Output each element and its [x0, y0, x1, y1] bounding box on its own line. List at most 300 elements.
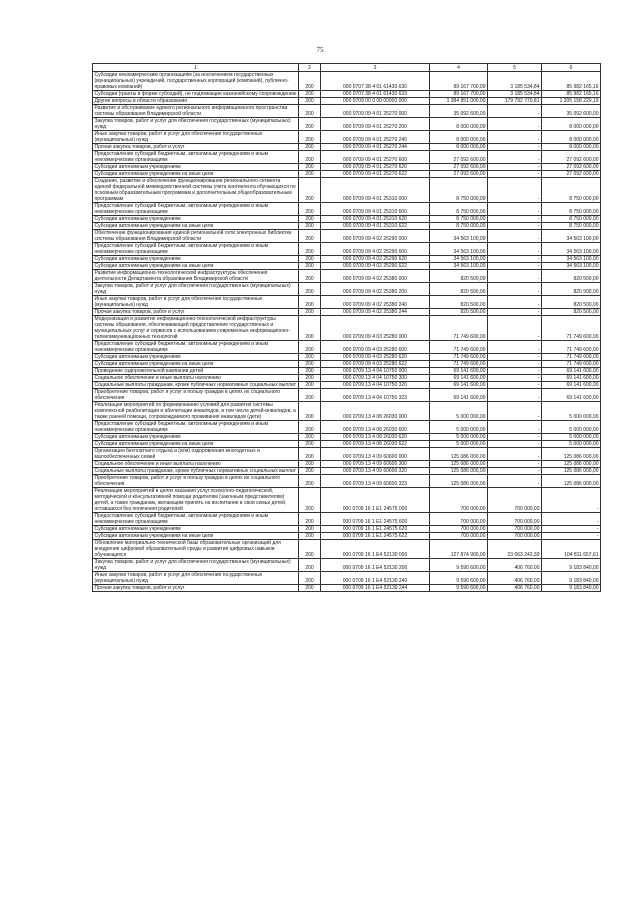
table-row	[93, 572, 601, 585]
row-executed-cell: -	[488, 382, 542, 389]
row-kbk-cell: 000 0709 13 4 08 26030 622	[321, 441, 430, 448]
row-executed-cell: -	[488, 368, 542, 375]
row-executed-cell: -	[488, 151, 542, 164]
table-row	[93, 223, 601, 230]
row-code-cell: 200	[299, 572, 321, 585]
row-code-cell: 200	[299, 368, 321, 375]
row-executed-cell: -	[488, 468, 542, 475]
row-name-cell: Закупка товаров, работ и услуг для обеспечения государственных (муниципальных) нужд	[93, 283, 299, 296]
row-unexecuted-cell: 27 092 600,00	[542, 151, 601, 164]
table-row	[93, 389, 601, 402]
row-executed-cell: -	[488, 441, 542, 448]
row-kbk-cell: 000 0709 13 4 09 60600 000	[321, 448, 430, 461]
row-kbk-cell: 000 0709 09 4 01 25310 620	[321, 216, 430, 223]
row-unexecuted-cell: 35 092 600,00	[542, 105, 601, 118]
table-row	[93, 118, 601, 131]
row-name-cell: Развитие информационно-технологической инфраструктуры обеспечения деятельности Департамента образования Владимирской области	[93, 270, 299, 283]
table-row	[93, 72, 601, 91]
row-code-cell: 200	[299, 309, 321, 316]
row-approved-cell: 34 563 100,00	[430, 243, 488, 256]
row-executed-cell: -	[488, 434, 542, 441]
row-kbk-cell: 000 0709 09 4 03 25280 600	[321, 341, 430, 354]
row-kbk-cell: 000 0709 13 4 08 26030 600	[321, 421, 430, 434]
row-approved-cell: 8 750 000,00	[430, 203, 488, 216]
row-code-cell: 200	[299, 216, 321, 223]
row-code-cell: 200	[299, 144, 321, 151]
row-name-cell: Предоставление субсидий бюджетным, автономным учреждениям и иным некоммерческим организациям	[93, 203, 299, 216]
row-name-cell: Приобретение товаров, работ и услуг в пользу граждан в целях их социального обеспечения	[93, 389, 299, 402]
row-name-cell: Социальное обеспечение и иные выплаты населению	[93, 461, 299, 468]
table-row	[93, 270, 601, 283]
table-row	[93, 98, 601, 105]
row-kbk-cell: 000 0709 13 4 08 26030 620	[321, 434, 430, 441]
row-unexecuted-cell: 8 750 000,00	[542, 178, 601, 203]
row-name-cell: Закупка товаров, работ и услуг для обеспечения государственных (муниципальных) нужд	[93, 118, 299, 131]
table-row	[93, 91, 601, 98]
header-col-6: 6	[542, 64, 601, 72]
row-unexecuted-cell: 820 500,00	[542, 296, 601, 309]
row-name-cell: Обновление материально-технической базы образовательных организаций для внедрения цифровой образовательной среды и развития цифровых навыков обучающихся	[93, 540, 299, 559]
row-kbk-cell: 000 0709 16 1 E4 52130 000	[321, 540, 430, 559]
table-row	[93, 533, 601, 540]
row-code-cell: 200	[299, 361, 321, 368]
row-code-cell: 200	[299, 475, 321, 488]
row-kbk-cell: 000 0709 13 4 08 26030 000	[321, 402, 430, 421]
row-approved-cell: 820 500,00	[430, 296, 488, 309]
table-row	[93, 216, 601, 223]
row-code-cell: 200	[299, 559, 321, 572]
table-row	[93, 341, 601, 354]
header-row	[93, 64, 601, 72]
page-number: 75	[316, 46, 324, 54]
row-unexecuted-cell: 125 086 000,00	[542, 461, 601, 468]
table-row	[93, 540, 601, 559]
row-unexecuted-cell: 820 500,00	[542, 309, 601, 316]
row-code-cell: 200	[299, 131, 321, 144]
table-row	[93, 448, 601, 461]
row-unexecuted-cell: 8 000 000,00	[542, 144, 601, 151]
row-kbk-cell: 000 0709 13 4 04 10750 323	[321, 389, 430, 402]
row-kbk-cell: 000 0709 09 4 01 25270 244	[321, 144, 430, 151]
row-kbk-cell: 000 0709 16 1 E1 24575 620	[321, 526, 430, 533]
row-code-cell: 200	[299, 118, 321, 131]
row-unexecuted-cell: 27 092 600,00	[542, 171, 601, 178]
row-approved-cell: 125 086 000,00	[430, 461, 488, 468]
table-row	[93, 434, 601, 441]
row-unexecuted-cell: 820 500,00	[542, 283, 601, 296]
row-unexecuted-cell: 125 086 000,00	[542, 468, 601, 475]
row-executed-cell: -	[488, 144, 542, 151]
row-executed-cell: -	[488, 448, 542, 461]
row-unexecuted-cell: 71 749 600,00	[542, 316, 601, 341]
row-approved-cell: 820 500,00	[430, 309, 488, 316]
row-kbk-cell: 000 0709 09 4 01 25270 000	[321, 105, 430, 118]
row-name-cell: Предоставление субсидий бюджетным, автономным учреждениям и иным некоммерческим организациям	[93, 421, 299, 434]
table-row	[93, 230, 601, 243]
row-name-cell: Другие вопросы в области образования	[93, 98, 299, 105]
row-executed-cell: -	[488, 203, 542, 216]
table-row	[93, 475, 601, 488]
row-unexecuted-cell: 71 749 600,00	[542, 361, 601, 368]
row-name-cell: Социальные выплаты гражданам, кроме публичных нормативных социальных выплат	[93, 382, 299, 389]
row-kbk-cell: 000 0709 09 4 02 25290 620	[321, 256, 430, 263]
row-unexecuted-cell: 8 750 000,00	[542, 203, 601, 216]
row-kbk-cell: 000 0709 09 4 01 25310 000	[321, 178, 430, 203]
row-executed-cell: 3 185 534,84	[488, 72, 542, 91]
row-executed-cell: -	[488, 164, 542, 171]
row-unexecuted-cell: 85 982 165,16	[542, 91, 601, 98]
row-approved-cell: 71 749 600,00	[430, 316, 488, 341]
row-code-cell: 200	[299, 230, 321, 243]
row-name-cell: Проведение оздоровительной кампании детей	[93, 368, 299, 375]
row-kbk-cell: 000 0709 09 4 02 25290 622	[321, 263, 430, 270]
row-code-cell: 200	[299, 72, 321, 91]
row-kbk-cell: 000 0709 09 4 03 25280 622	[321, 361, 430, 368]
row-executed-cell: 406 760,00	[488, 559, 542, 572]
row-code-cell: 200	[299, 105, 321, 118]
row-approved-cell: 34 563 100,00	[430, 256, 488, 263]
row-executed-cell: -	[488, 118, 542, 131]
table-row	[93, 131, 601, 144]
table-row	[93, 361, 601, 368]
header-col-3: 3	[321, 64, 430, 72]
row-kbk-cell: 000 0709 09 4 01 25270 600	[321, 151, 430, 164]
row-approved-cell: 820 500,00	[430, 283, 488, 296]
row-name-cell: Развитие и обслуживание единого регионального информационного пространства системы образования Владимирской области	[93, 105, 299, 118]
row-code-cell: 200	[299, 283, 321, 296]
row-executed-cell: 700 000,00	[488, 513, 542, 526]
row-code-cell: 200	[299, 468, 321, 475]
row-code-cell: 200	[299, 223, 321, 230]
row-executed-cell: -	[488, 243, 542, 256]
row-kbk-cell: 000 0709 13 4 09 60600 300	[321, 461, 430, 468]
row-approved-cell: 9 590 600,00	[430, 572, 488, 585]
row-code-cell: 200	[299, 441, 321, 448]
row-name-cell: Предоставление субсидий бюджетным, автономным учреждениям и иным некоммерческим организациям	[93, 151, 299, 164]
row-name-cell: Субсидии автономным учреждениям	[93, 216, 299, 223]
row-executed-cell: 406 760,00	[488, 572, 542, 585]
table-row	[93, 375, 601, 382]
table-row	[93, 178, 601, 203]
row-executed-cell: -	[488, 256, 542, 263]
budget-table	[92, 63, 601, 592]
row-unexecuted-cell: 34 563 100,00	[542, 256, 601, 263]
row-code-cell: 200	[299, 270, 321, 283]
table-row	[93, 171, 601, 178]
row-code-cell: 200	[299, 151, 321, 164]
row-approved-cell: 89 167 700,00	[430, 72, 488, 91]
row-name-cell: Субсидии некоммерческим организациям (за исключением государственных (муниципальных) учреждений, государственных корпораций (компаний), публично-правовых компаний)	[93, 72, 299, 91]
row-name-cell: Субсидии автономным учреждениям на иные цели	[93, 441, 299, 448]
table-body	[93, 72, 601, 592]
table-row	[93, 368, 601, 375]
row-approved-cell: 5 000 000,00	[430, 402, 488, 421]
row-kbk-cell: 000 0709 09 4 02 25380 240	[321, 296, 430, 309]
row-kbk-cell: 000 0709 13 4 04 10750 300	[321, 375, 430, 382]
row-code-cell: 200	[299, 402, 321, 421]
row-name-cell: Организация бесплатного отдыха и (или) оздоровления многодетных и малообеспеченных семей	[93, 448, 299, 461]
row-approved-cell: 69 141 600,00	[430, 389, 488, 402]
row-name-cell: Модернизация и развитие информационно-технологической инфраструктуры системы образования, обеспечивающей предоставление государственных и муниципальных услуг и сервисов с использованием современных информационно-телекоммуникационных технологий	[93, 316, 299, 341]
row-kbk-cell: 000 0709 09 4 01 25270 240	[321, 131, 430, 144]
row-unexecuted-cell: 69 141 600,00	[542, 375, 601, 382]
row-code-cell: 200	[299, 178, 321, 203]
row-name-cell: Субсидии автономным учреждениям	[93, 526, 299, 533]
table-row	[93, 402, 601, 421]
row-approved-cell: 69 141 600,00	[430, 382, 488, 389]
row-approved-cell: 125 086 000,00	[430, 448, 488, 461]
row-executed-cell: -	[488, 296, 542, 309]
row-unexecuted-cell: -	[542, 533, 601, 540]
row-name-cell: Социальное обеспечение и иные выплаты населению	[93, 375, 299, 382]
row-approved-cell: 5 000 000,00	[430, 421, 488, 434]
table-row	[93, 461, 601, 468]
row-approved-cell: 700 000,00	[430, 513, 488, 526]
row-executed-cell: 406 760,00	[488, 585, 542, 592]
table-row	[93, 164, 601, 171]
row-executed-cell: 23 063 242,39	[488, 540, 542, 559]
row-approved-cell: 700 000,00	[430, 488, 488, 513]
row-executed-cell: -	[488, 216, 542, 223]
row-unexecuted-cell: 34 563 100,00	[542, 263, 601, 270]
table-row	[93, 243, 601, 256]
header-col-4: 4	[430, 64, 488, 72]
row-kbk-cell: 000 0709 16 1 E4 52130 244	[321, 585, 430, 592]
row-executed-cell: -	[488, 230, 542, 243]
row-unexecuted-cell: 9 183 840,00	[542, 559, 601, 572]
table-row	[93, 421, 601, 434]
row-code-cell: 200	[299, 171, 321, 178]
row-executed-cell: -	[488, 402, 542, 421]
row-name-cell: Иные закупки товаров, работ и услуг для обеспечения государственных (муниципальных) нужд	[93, 131, 299, 144]
row-code-cell: 200	[299, 98, 321, 105]
row-name-cell: Субсидии автономным учреждениям на иные цели	[93, 223, 299, 230]
row-name-cell: Предоставление субсидий бюджетным, автономным учреждениям и иным некоммерческим организациям	[93, 243, 299, 256]
row-code-cell: 200	[299, 296, 321, 309]
row-name-cell: Иные закупки товаров, работ и услуг для обеспечения государственных (муниципальных) нужд	[93, 572, 299, 585]
row-approved-cell: 34 563 100,00	[430, 263, 488, 270]
row-code-cell: 200	[299, 341, 321, 354]
row-approved-cell: 8 750 000,00	[430, 178, 488, 203]
row-code-cell: 200	[299, 243, 321, 256]
row-executed-cell: -	[488, 316, 542, 341]
table-row	[93, 151, 601, 164]
header-col-5: 5	[488, 64, 542, 72]
table-row	[93, 441, 601, 448]
row-executed-cell: 179 792 770,81	[488, 98, 542, 105]
row-name-cell: Реализация мероприятий по формированию условий для развития системы комплексной реабилитации и абилитации инвалидов, в том числе детей-инвалидов, а также ранней помощи, сопровождаемого проживания инвалидов (дети)	[93, 402, 299, 421]
row-kbk-cell: 000 0709 13 4 04 10750 320	[321, 382, 430, 389]
row-executed-cell: -	[488, 389, 542, 402]
row-executed-cell: -	[488, 461, 542, 468]
table-row	[93, 203, 601, 216]
row-executed-cell: -	[488, 263, 542, 270]
row-code-cell: 200	[299, 203, 321, 216]
row-name-cell: Субсидии автономным учреждениям	[93, 434, 299, 441]
row-kbk-cell: 000 0709 16 1 E4 52130 240	[321, 572, 430, 585]
row-code-cell: 200	[299, 540, 321, 559]
row-unexecuted-cell: -	[542, 488, 601, 513]
row-approved-cell: 34 563 100,00	[430, 230, 488, 243]
row-code-cell: 200	[299, 448, 321, 461]
table-row	[93, 309, 601, 316]
row-approved-cell: 8 750 000,00	[430, 216, 488, 223]
row-kbk-cell: 000 0709 09 4 01 25270 622	[321, 171, 430, 178]
row-executed-cell: 700 000,00	[488, 526, 542, 533]
table-row	[93, 585, 601, 592]
row-code-cell: 200	[299, 263, 321, 270]
row-code-cell: 200	[299, 91, 321, 98]
row-code-cell: 200	[299, 164, 321, 171]
table-row	[93, 382, 601, 389]
table-row	[93, 283, 601, 296]
row-name-cell: Субсидии автономным учреждениям на иные цели	[93, 171, 299, 178]
row-approved-cell: 8 000 000,00	[430, 118, 488, 131]
row-name-cell: Иные закупки товаров, работ и услуг для обеспечения государственных (муниципальных) нужд	[93, 296, 299, 309]
row-unexecuted-cell: 104 811 657,61	[542, 540, 601, 559]
row-approved-cell: 27 092 600,00	[430, 171, 488, 178]
row-unexecuted-cell: 5 000 000,00	[542, 434, 601, 441]
row-name-cell: Предоставление субсидий бюджетным, автономным учреждениям и иным некоммерческим организациям	[93, 513, 299, 526]
row-name-cell: Субсидии автономным учреждениям	[93, 354, 299, 361]
row-approved-cell: 8 000 000,00	[430, 131, 488, 144]
row-name-cell: Субсидии автономным учреждениям на иные цели	[93, 533, 299, 540]
row-name-cell: Субсидии автономным учреждениям на иные цели	[93, 361, 299, 368]
row-kbk-cell: 000 0709 09 4 02 25290 000	[321, 230, 430, 243]
row-kbk-cell: 000 0707 38 4 01 61430 633	[321, 91, 430, 98]
row-unexecuted-cell: -	[542, 513, 601, 526]
row-kbk-cell: 000 0709 09 4 02 25380 200	[321, 283, 430, 296]
row-code-cell: 200	[299, 585, 321, 592]
row-executed-cell: -	[488, 375, 542, 382]
row-approved-cell: 127 874 900,00	[430, 540, 488, 559]
table-row	[93, 488, 601, 513]
row-approved-cell: 35 092 600,00	[430, 105, 488, 118]
row-unexecuted-cell: 34 563 100,00	[542, 230, 601, 243]
row-approved-cell: 820 500,00	[430, 270, 488, 283]
row-approved-cell: 71 749 600,00	[430, 361, 488, 368]
row-executed-cell: -	[488, 309, 542, 316]
row-approved-cell: 5 000 000,00	[430, 441, 488, 448]
row-kbk-cell: 000 0709 00 0 00 00000 000	[321, 98, 430, 105]
row-name-cell: Прочая закупка товаров, работ и услуг	[93, 585, 299, 592]
row-name-cell: Реализация мероприятий в целях оказания услуг психолого-педагогической, методической и консультативной помощи родителям (законным представителям) детей, а также гражданам, желающим принять на воспитание в свои семьи детей, оставшихся без попечения родителей	[93, 488, 299, 513]
row-kbk-cell: 000 0709 09 4 01 25270 620	[321, 164, 430, 171]
row-unexecuted-cell: 125 086 000,00	[542, 448, 601, 461]
row-kbk-cell: 000 0709 16 1 E4 52130 200	[321, 559, 430, 572]
row-kbk-cell: 000 0709 16 1 E1 24575 000	[321, 488, 430, 513]
row-unexecuted-cell: 5 000 000,00	[542, 421, 601, 434]
table-row	[93, 316, 601, 341]
row-name-cell: Закупка товаров, работ и услуг для обеспечения государственных (муниципальных) нужд	[93, 559, 299, 572]
row-unexecuted-cell: 69 141 600,00	[542, 368, 601, 375]
table-row	[93, 256, 601, 263]
row-code-cell: 200	[299, 389, 321, 402]
row-name-cell: Создание, развитие и обеспечение функционирования регионального сегмента единой федеральной межведомственной системы учета контингента обучающихся по основным образовательным программам и дополнительным общеобразовательным программам	[93, 178, 299, 203]
row-code-cell: 200	[299, 526, 321, 533]
row-executed-cell: 700 000,00	[488, 488, 542, 513]
row-kbk-cell: 000 0709 09 4 02 25290 600	[321, 243, 430, 256]
row-kbk-cell: 000 0709 13 4 04 10750 000	[321, 368, 430, 375]
row-code-cell: 200	[299, 533, 321, 540]
row-code-cell: 200	[299, 375, 321, 382]
row-approved-cell: 700 000,00	[430, 533, 488, 540]
row-kbk-cell: 000 0709 09 4 02 25380 000	[321, 270, 430, 283]
table-row	[93, 296, 601, 309]
row-approved-cell: 71 749 600,00	[430, 341, 488, 354]
row-unexecuted-cell: 71 749 600,00	[542, 354, 601, 361]
row-name-cell: Прочая закупка товаров, работ и услуг	[93, 144, 299, 151]
row-kbk-cell: 000 0709 16 1 E1 24575 622	[321, 533, 430, 540]
row-approved-cell: 700 000,00	[430, 526, 488, 533]
row-executed-cell: -	[488, 354, 542, 361]
row-name-cell: Субсидии автономным учреждениям	[93, 164, 299, 171]
row-approved-cell: 27 092 600,00	[430, 151, 488, 164]
table-row	[93, 354, 601, 361]
row-executed-cell: -	[488, 341, 542, 354]
row-unexecuted-cell: 9 183 840,00	[542, 572, 601, 585]
row-unexecuted-cell: 9 183 840,00	[542, 585, 601, 592]
row-name-cell: Прочая закупка товаров, работ и услуг	[93, 309, 299, 316]
row-kbk-cell: 000 0709 09 4 02 25380 244	[321, 309, 430, 316]
row-code-cell: 200	[299, 434, 321, 441]
row-approved-cell: 89 167 700,00	[430, 91, 488, 98]
header-col-1: 1	[93, 64, 299, 72]
row-code-cell: 200	[299, 256, 321, 263]
row-unexecuted-cell: 71 749 600,00	[542, 341, 601, 354]
row-unexecuted-cell: 8 750 000,00	[542, 216, 601, 223]
row-approved-cell: 9 590 600,00	[430, 559, 488, 572]
row-approved-cell: 9 590 600,00	[430, 585, 488, 592]
row-executed-cell: -	[488, 131, 542, 144]
row-code-cell: 200	[299, 461, 321, 468]
row-approved-cell: 125 086 000,00	[430, 468, 488, 475]
row-name-cell: Обеспечение функционирования единой региональной сети электронных библиотек системы образования Владимирской области	[93, 230, 299, 243]
row-name-cell: Приобретение товаров, работ и услуг в пользу граждан в целях их социального обеспечения	[93, 475, 299, 488]
row-approved-cell: 125 086 000,00	[430, 475, 488, 488]
row-executed-cell: -	[488, 178, 542, 203]
row-unexecuted-cell: 85 982 165,16	[542, 72, 601, 91]
row-executed-cell: -	[488, 270, 542, 283]
row-executed-cell: -	[488, 421, 542, 434]
row-kbk-cell: 000 0709 09 4 01 25310 622	[321, 223, 430, 230]
row-approved-cell: 5 000 000,00	[430, 434, 488, 441]
row-unexecuted-cell: 5 000 000,00	[542, 402, 601, 421]
row-kbk-cell: 000 0709 13 4 09 60600 320	[321, 468, 430, 475]
row-kbk-cell: 000 0709 09 4 01 25310 600	[321, 203, 430, 216]
row-code-cell: 200	[299, 488, 321, 513]
row-unexecuted-cell: 1 205 158 229,19	[542, 98, 601, 105]
table-row	[93, 105, 601, 118]
row-name-cell: Субсидии (гранты в форме субсидий), не подлежащие казначейскому сопровождению	[93, 91, 299, 98]
row-unexecuted-cell: 820 500,00	[542, 270, 601, 283]
row-kbk-cell: 000 0707 38 4 01 61430 630	[321, 72, 430, 91]
table-header	[93, 64, 601, 72]
table-row	[93, 144, 601, 151]
row-unexecuted-cell: 8 000 000,00	[542, 118, 601, 131]
row-executed-cell: -	[488, 361, 542, 368]
row-unexecuted-cell: 8 750 000,00	[542, 223, 601, 230]
row-executed-cell: -	[488, 475, 542, 488]
row-approved-cell: 8 000 000,00	[430, 144, 488, 151]
table-row	[93, 263, 601, 270]
row-name-cell: Предоставление субсидий бюджетным, автономным учреждениям и иным некоммерческим организациям	[93, 341, 299, 354]
row-unexecuted-cell: 69 141 600,00	[542, 389, 601, 402]
row-code-cell: 200	[299, 316, 321, 341]
table-row	[93, 468, 601, 475]
row-unexecuted-cell: 69 141 600,00	[542, 382, 601, 389]
row-approved-cell: 71 749 600,00	[430, 354, 488, 361]
